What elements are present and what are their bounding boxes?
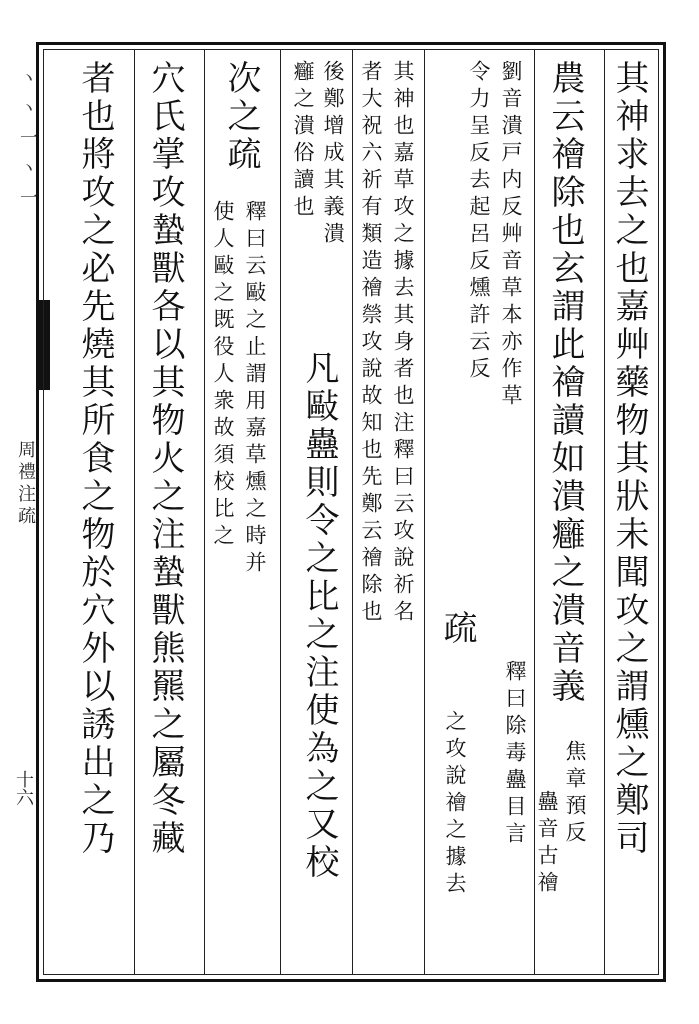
text-column-7: 穴氏掌攻蟄獸各以其物火之注蟄獸熊羆之屬冬藏 bbox=[145, 60, 185, 858]
annotation-2-right: 焦章預反 bbox=[563, 740, 587, 848]
annotation-3-left-2: 之攻說禬之據去 bbox=[443, 710, 467, 899]
annotation-3-left: 令力呈反去起呂反燻許云反 bbox=[467, 60, 491, 384]
shu-marker: 疏 bbox=[437, 610, 477, 648]
text-column-2: 農云禬除也玄謂此禬讀如潰癰之潰音義 bbox=[545, 60, 585, 706]
column-rule bbox=[352, 50, 353, 974]
text-column-1: 其神求去之也嘉艸藥物其狀未聞攻之謂燻之鄭司 bbox=[609, 60, 649, 858]
annotation-5-right: 後鄭增成其義潰 bbox=[321, 60, 345, 249]
annotation-3-right: 劉音潰戸内反艸音草本亦作草 bbox=[499, 60, 523, 411]
page-number: 十六 bbox=[13, 770, 34, 806]
text-frame bbox=[36, 42, 666, 982]
annotation-4-left: 者大祝六祈有類造禬禜攻說故知也先鄭云禬除也 bbox=[359, 60, 383, 627]
column-rule bbox=[134, 50, 135, 974]
column-rule bbox=[280, 50, 281, 974]
text-column-6: 次之疏 bbox=[221, 60, 261, 174]
text-frame-inner bbox=[43, 49, 659, 975]
annotation-6-right: 釋曰云敺之止謂用嘉草燻之時并 bbox=[243, 200, 267, 578]
text-column-5: 凡敺蠱則令之比之注使為之又校 bbox=[299, 350, 339, 882]
annotation-2-left: 蠱音古禬 bbox=[535, 790, 559, 898]
annotation-6-left: 使人敺之既役人衆故須校比之 bbox=[211, 200, 235, 551]
annotation-5-left: 癰之潰俗讀也 bbox=[291, 60, 315, 222]
text-column-8: 者也將攻之必先燒其所食之物於穴外以誘出之乃 bbox=[75, 60, 115, 858]
annotation-4-right: 其神也嘉草攻之據去其身者也注釋曰云攻說祈名 bbox=[391, 60, 415, 627]
gutter-marks: ヽヽ一ヽ一 bbox=[17, 68, 38, 218]
annotation-3-right-2: 釋曰除毒蠱目言 bbox=[503, 660, 527, 849]
column-rule bbox=[204, 50, 205, 974]
column-rule bbox=[424, 50, 425, 974]
column-rule bbox=[604, 50, 605, 974]
book-title: 周禮注疏 bbox=[15, 440, 36, 528]
